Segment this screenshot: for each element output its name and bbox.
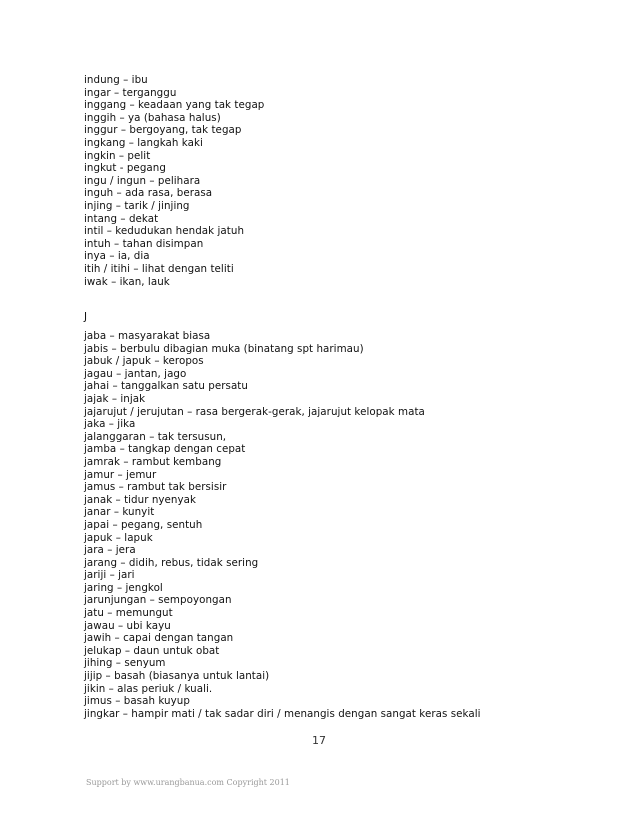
glossary-entry: japuk – lapuk xyxy=(84,531,153,544)
glossary-entry: ingu / ingun – pelihara xyxy=(84,174,201,187)
glossary-entry: ingkang – langkah kaki xyxy=(84,136,203,149)
glossary-entry: itih / itihi – lihat dengan teliti xyxy=(84,262,234,275)
glossary-entry: iwak – ikan, lauk xyxy=(84,275,170,288)
glossary-entry: intil – kedudukan hendak jatuh xyxy=(84,225,245,238)
glossary-entry: jamus – rambut tak bersisir xyxy=(84,481,227,494)
glossary-entry: jabis – berbulu dibagian muka (binatang spt harimau) xyxy=(84,342,364,355)
glossary-entry: indung – ibu xyxy=(84,74,148,86)
glossary-entry: inggur – bergoyang, tak tegap xyxy=(84,124,242,137)
glossary-entry: janak – tidur nyenyak xyxy=(84,493,197,506)
glossary-entry: inggih – ya (bahasa halus) xyxy=(84,111,221,124)
glossary-entry: jawau – ubi kayu xyxy=(84,619,171,632)
glossary-entry: jahai – tanggalkan satu persatu xyxy=(84,380,248,393)
glossary-entry: jamba – tangkap dengan cepat xyxy=(84,443,246,456)
glossary-entry: intang – dekat xyxy=(84,212,159,225)
glossary-entry: inggang – keadaan yang tak tegap xyxy=(84,99,265,112)
glossary-entry: jariji – jari xyxy=(84,569,135,582)
glossary-entry: inya – ia, dia xyxy=(84,250,150,263)
entries-j-list xyxy=(84,330,584,720)
glossary-entry: jajarujut / jerujutan – rasa bergerak-gerak, jajarujut kelopak mata xyxy=(84,405,425,418)
glossary-entry: jagau – jantan, jago xyxy=(84,367,187,380)
glossary-entry: jamrak – rambut kembang xyxy=(84,455,222,468)
glossary-entry: jaring – jengkol xyxy=(84,581,163,594)
glossary-entry: jelukap – daun untuk obat xyxy=(84,644,220,657)
glossary-entry: japai – pegang, sentuh xyxy=(84,518,203,531)
glossary-entry: jijip – basah (biasanya untuk lantai) xyxy=(84,670,270,683)
glossary-entry: jamur – jemur xyxy=(84,468,157,481)
glossary-entry: ingar – terganggu xyxy=(84,86,177,99)
glossary-entry: jatu – memungut xyxy=(84,607,173,620)
glossary-entry: jaba – masyarakat biasa xyxy=(84,330,211,342)
footer-copyright: Support by www.urangbanua.com Copyright 2011 xyxy=(86,778,290,787)
entries-i-list xyxy=(84,74,584,288)
section-heading-j: J xyxy=(84,311,88,323)
glossary-entry: jingkar – hampir mati / tak sadar diri / menangis dengan sangat keras sekali xyxy=(84,707,481,720)
glossary-entry: jihing – senyum xyxy=(84,657,166,670)
glossary-entry: jajak – injak xyxy=(84,392,146,405)
glossary-entry: jara – jera xyxy=(84,544,136,557)
glossary-entry: jawih – capai dengan tangan xyxy=(84,632,234,645)
glossary-entry: injing – tarik / jinjing xyxy=(84,199,190,212)
glossary-entry: janar – kunyit xyxy=(84,506,155,519)
glossary-entry: jaka – jika xyxy=(84,418,136,431)
page-number: 17 xyxy=(312,734,326,747)
glossary-entry: intuh – tahan disimpan xyxy=(84,237,204,250)
glossary-entry: jimus – basah kuyup xyxy=(84,695,190,708)
glossary-entry: ingkut - pegang xyxy=(84,162,166,175)
glossary-entry: ingkin – pelit xyxy=(84,149,151,162)
glossary-entry: jalanggaran – tak tersusun, xyxy=(84,430,227,443)
glossary-entry: jarunjungan – sempoyongan xyxy=(84,594,232,607)
glossary-entry: jarang – didih, rebus, tidak sering xyxy=(84,556,259,569)
glossary-entry: jikin – alas periuk / kuali. xyxy=(84,682,213,695)
glossary-entry: jabuk / japuk – keropos xyxy=(84,355,204,368)
glossary-entry: inguh – ada rasa, berasa xyxy=(84,187,213,200)
